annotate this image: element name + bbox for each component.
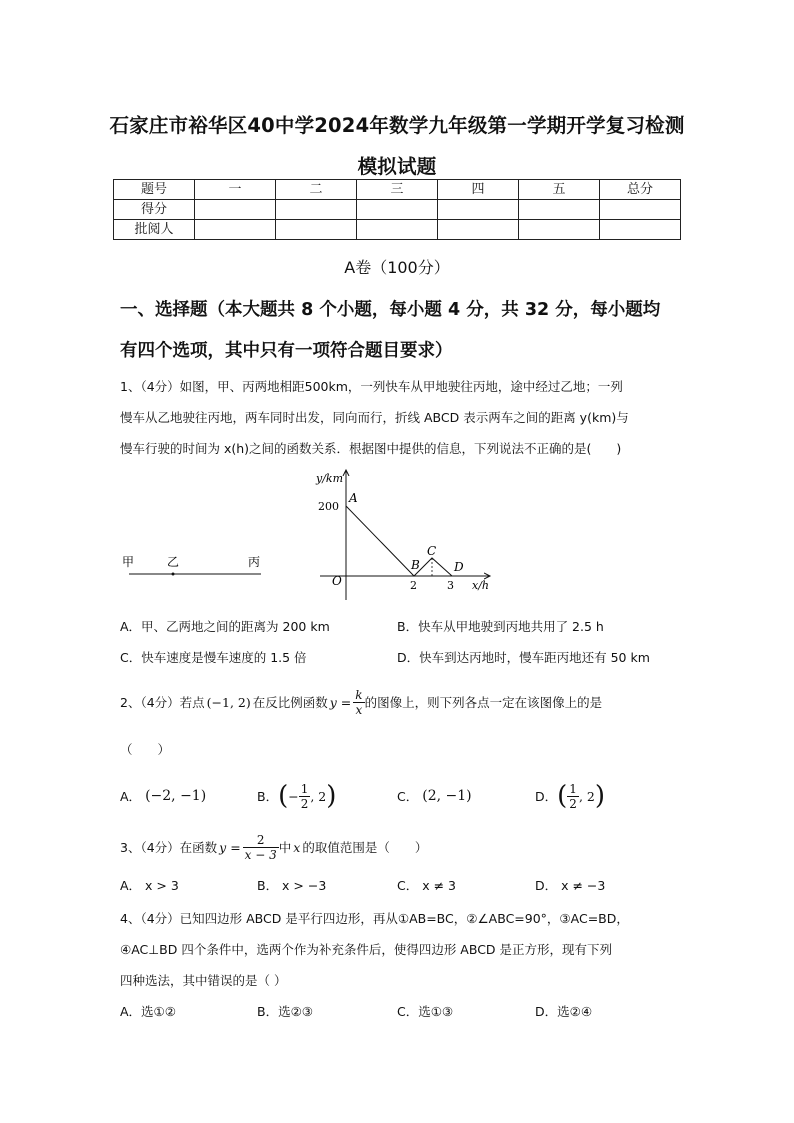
- q3-middle: 中: [278, 840, 292, 855]
- left-paren-icon: (: [557, 781, 568, 811]
- score-cell[interactable]: [600, 200, 681, 220]
- table-row: [114, 200, 681, 220]
- q3-option-d[interactable]: D． x ≠ −3: [535, 878, 606, 893]
- section-heading-line2: 有四个选项，其中只有一项符合题目要求）: [120, 341, 453, 361]
- q2-option-d-label: D．: [535, 789, 558, 804]
- q2-option-d-num: 1: [569, 781, 577, 796]
- q2-prefix: 2、（4分）若点: [120, 695, 205, 710]
- q2-suffix: 的图像上，则下列各点一定在该图像上的是: [364, 695, 603, 710]
- grader-cell[interactable]: [519, 220, 600, 240]
- q3-option-a[interactable]: A． x > 3: [120, 878, 179, 893]
- q4-option-d[interactable]: D．选②④: [535, 1004, 593, 1019]
- q2-option-a-label: A．: [120, 789, 142, 804]
- row-label: 批阅人: [114, 220, 195, 240]
- right-paren-icon: ): [594, 781, 605, 811]
- x-tick-2: 2: [410, 579, 417, 592]
- q2-frac-num: k: [355, 687, 363, 702]
- q2-option-b-post: , 2: [310, 788, 327, 804]
- q2-option-c-value: (2, −1): [422, 788, 472, 804]
- table-row: [114, 220, 681, 240]
- q2-point: (−1, 2): [206, 694, 251, 710]
- q2-option-b-fraction: [299, 782, 311, 811]
- q2-blank: （ ）: [120, 742, 171, 757]
- score-table: [113, 179, 681, 240]
- grader-cell[interactable]: [438, 220, 519, 240]
- place-yi: 乙: [167, 555, 180, 569]
- q2-option-c[interactable]: [397, 778, 472, 814]
- x-axis-label: x/h: [472, 579, 489, 592]
- q4-line3: 四种选法，其中错误的是（ ）: [120, 973, 287, 988]
- section-heading-line1: 一、选择题（本大题共 8 个小题，每小题 4 分，共 32 分，每小题均: [120, 300, 661, 320]
- q2-option-d-fraction: [567, 782, 579, 811]
- q2-fraction: [353, 688, 364, 717]
- q2-func-lhs: y =: [329, 694, 352, 710]
- q2-option-b-den: 2: [300, 796, 309, 811]
- q3-frac-den: x − 3: [244, 847, 277, 862]
- grader-cell[interactable]: [276, 220, 357, 240]
- q2-stem: [120, 683, 680, 721]
- score-table-header-row: [114, 180, 681, 200]
- q1-places-diagram: [115, 548, 275, 584]
- score-cell[interactable]: [438, 200, 519, 220]
- q3-stem: [120, 828, 680, 866]
- q2-option-b[interactable]: [257, 774, 336, 818]
- q2-option-d-den: 2: [569, 796, 577, 811]
- x-tick-3: 3: [447, 579, 454, 592]
- q3-func-lhs: y =: [219, 839, 241, 855]
- point-c-label: C: [427, 544, 437, 558]
- q1-graph: [300, 462, 500, 604]
- q4-option-c[interactable]: C．选①③: [397, 1004, 454, 1019]
- q1-option-d[interactable]: D．快车到达丙地时，慢车距丙地还有 50 km: [397, 650, 650, 665]
- table-header-cell: 总分: [600, 180, 681, 200]
- q2-option-b-num: 1: [300, 781, 309, 796]
- table-header-cell: 四: [438, 180, 519, 200]
- grader-cell[interactable]: [195, 220, 276, 240]
- q2-option-b-label: B．: [257, 789, 279, 804]
- table-header-cell: 一: [195, 180, 276, 200]
- row-label: 得分: [114, 200, 195, 220]
- score-cell[interactable]: [519, 200, 600, 220]
- table-header-cell: 题号: [114, 180, 195, 200]
- left-paren-icon: (: [278, 781, 289, 811]
- y-tick-200: 200: [318, 500, 339, 513]
- q2-option-a[interactable]: [120, 778, 206, 814]
- origin-label: O: [332, 574, 342, 588]
- q3-fraction: [243, 833, 279, 862]
- right-paren-icon: ): [326, 781, 337, 811]
- table-header-cell: 五: [519, 180, 600, 200]
- table-header-cell: 二: [276, 180, 357, 200]
- q2-middle: 在反比例函数: [252, 695, 328, 710]
- score-cell[interactable]: [195, 200, 276, 220]
- page-title-line1: 石家庄市裕华区40中学2024年数学九年级第一学期开学复习检测: [109, 114, 685, 137]
- q4-option-b[interactable]: B．选②③: [257, 1004, 313, 1019]
- yi-dot: [172, 573, 175, 576]
- q3-option-c[interactable]: C． x ≠ 3: [397, 878, 456, 893]
- q1-option-a[interactable]: A．甲、乙两地之间的距离为 200 km: [120, 619, 330, 634]
- place-jia: 甲: [122, 555, 135, 569]
- q2-option-b-sign: −: [288, 788, 299, 804]
- q1-line2: 慢车从乙地驶往丙地，两车同时出发，同向而行，折线 ABCD 表示两车之间的距离 y(km)与: [120, 410, 629, 425]
- section-a-title: A卷（100分）: [344, 258, 450, 277]
- q4-option-a[interactable]: A．选①②: [120, 1004, 176, 1019]
- point-b-label: B: [411, 558, 420, 572]
- q1-line3: 慢车行驶的时间为 x(h)之间的函数关系．根据图中提供的信息，下列说法不正确的是( ): [120, 441, 622, 456]
- q1-option-b[interactable]: B．快车从甲地驶到丙地共用了 2.5 h: [397, 619, 604, 634]
- q3-option-b[interactable]: B． x > −3: [257, 878, 327, 893]
- q3-var: x: [293, 839, 301, 855]
- table-header-cell: 三: [357, 180, 438, 200]
- q4-line1: 4、（4分）已知四边形 ABCD 是平行四边形，再从①AB=BC，②∠ABC=90°，③AC=BD，: [120, 911, 629, 926]
- q2-option-d-post: , 2: [578, 788, 595, 804]
- q2-frac-den: x: [355, 702, 363, 717]
- q3-frac-num: 2: [243, 833, 279, 848]
- q2-option-a-value: (−2, −1): [145, 788, 207, 804]
- polyline-abcd: [346, 506, 452, 576]
- point-a-label: A: [349, 491, 358, 505]
- q3-prefix: 3、（4分）在函数: [120, 840, 218, 855]
- q4-line2: ④AC⊥BD 四个条件中，选两个作为补充条件后，使得四边形 ABCD 是正方形，现有下列: [120, 942, 613, 957]
- grader-cell[interactable]: [357, 220, 438, 240]
- q3-suffix: 的取值范围是（ ）: [302, 840, 428, 855]
- score-cell[interactable]: [276, 200, 357, 220]
- score-cell[interactable]: [357, 200, 438, 220]
- q2-option-c-label: C．: [397, 789, 419, 804]
- point-d-label: D: [454, 560, 464, 574]
- y-axis-label: y/km: [316, 472, 344, 485]
- q1-line1: 1、（4分）如图，甲、丙两地相距500km，一列快车从甲地驶往丙地，途中经过乙地；一列: [120, 379, 623, 394]
- page-title-line2: 模拟试题: [357, 155, 437, 178]
- q2-option-d[interactable]: [535, 774, 605, 818]
- grader-cell[interactable]: [600, 220, 681, 240]
- q1-option-c[interactable]: C．快车速度是慢车速度的 1.5 倍: [120, 650, 307, 665]
- place-bing: 丙: [248, 555, 261, 569]
